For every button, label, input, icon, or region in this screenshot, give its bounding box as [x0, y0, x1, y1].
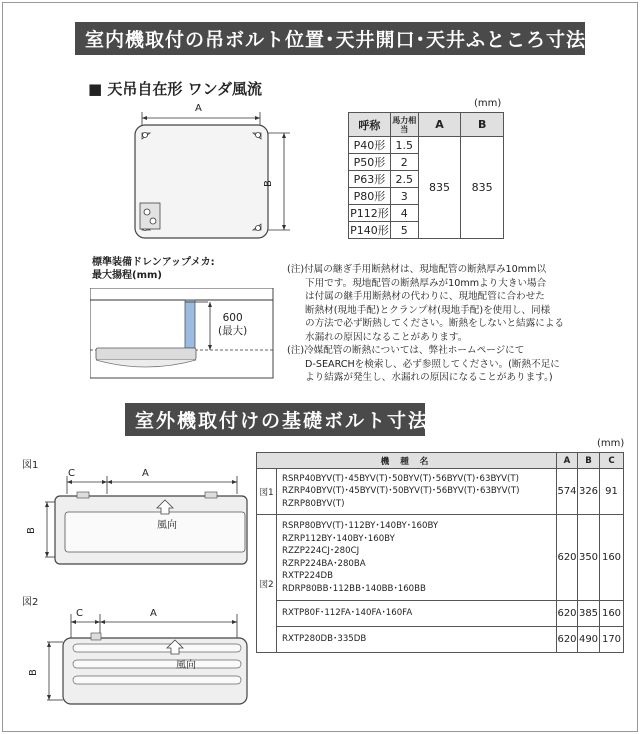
outdoor-banner: 室外機取付けの基礎ボルト寸法: [125, 403, 425, 436]
table-row-models: [277, 627, 557, 653]
indoor-dim-a-label: A: [195, 103, 202, 114]
drain-label: [92, 256, 215, 282]
indoor-unit-note: (mm): [474, 98, 502, 109]
note-line: 断熱材(現地手配)とクランプ材(現地手配)を使用し、同様: [305, 304, 551, 316]
model-line: RZZP224CJ･280CJ: [282, 546, 360, 556]
table-row-models: [277, 601, 557, 627]
note-line: (注)冷媒配管の断熱については、弊社ホームページにて: [287, 345, 525, 356]
fig2-drawing: [25, 600, 265, 712]
drain-label-line1: 標準装備ドレンアップメカ:: [92, 257, 215, 268]
table-row-name: P140形: [349, 222, 391, 239]
indoor-unit-side: [96, 348, 196, 360]
col-header-b: B: [461, 113, 504, 137]
note-line: (注)付属の継ぎ手用断熱材は、現地配管の断熱厚み10mm以: [287, 264, 547, 275]
section1-title: ■ 天吊自在形 ワンダ風流: [88, 80, 263, 98]
note-line: は付属の継手用断熱材の代わりに、現地配管に合わせた: [305, 291, 545, 302]
drain-height-number: 600: [222, 312, 243, 324]
table-row-name: P112形: [349, 205, 391, 222]
col-header-a: A: [557, 453, 578, 469]
col-header-model: 機 種 名: [257, 453, 557, 469]
fig2-dim-a-label: A: [150, 608, 157, 619]
col-header-a: A: [418, 113, 461, 137]
table-row-c: 160: [600, 515, 624, 601]
outdoor-unit-note: (mm): [597, 438, 625, 449]
col-header-name: 呼称: [349, 113, 391, 137]
col-header-b: B: [578, 453, 600, 469]
fig1-wind-label: 風向: [157, 520, 177, 531]
indoor-unit-top-view: [120, 100, 300, 250]
table-row-c: 160: [600, 601, 624, 627]
fig2-label: 図2: [22, 597, 39, 608]
table-row-name: P80形: [349, 188, 391, 205]
model-line: RSRP80BYV(T)･112BY･140BY･160BY: [282, 521, 439, 531]
table-row-b: 350: [578, 515, 600, 601]
table-row-b: 385: [578, 601, 600, 627]
model-line: RZRP40BYV(T)･45BYV(T)･50BYV(T)･56BYV(T)･63BYV(T): [282, 486, 520, 497]
model-line: RZRP80BYV(T): [282, 498, 345, 509]
col-header-hp: 馬力相当: [390, 113, 418, 137]
drain-label-line2: 最大揚程(mm): [92, 270, 162, 281]
indoor-dim-b-label: B: [262, 180, 274, 187]
drain-drawing: [90, 288, 275, 380]
indoor-banner: 室内機取付の吊ボルト位置･天井開口･天井ふところ寸法: [75, 22, 585, 55]
model-line: RZRP112BY･140BY･160BY: [282, 533, 395, 544]
table-row-hp: 3: [390, 188, 418, 205]
table-row-b: 326: [578, 469, 600, 515]
model-line: RDRP80BB･112BB･140BB･160BB: [282, 583, 426, 594]
fig2-dim-c-label: C: [76, 608, 83, 619]
drain-height-max: (最大): [218, 325, 248, 337]
model-line: RXTP80F･112FA･140FA･160FA: [282, 608, 413, 619]
table-row-hp: 1.5: [390, 137, 418, 154]
table-row-c: 91: [600, 469, 624, 515]
table-row-b: 490: [578, 627, 600, 653]
table-row-a: 620: [557, 627, 578, 653]
model-line: RXTP224DB: [282, 571, 334, 581]
note-line: D-SEARCHを検索し、必ず参照してください。(断熱不足に: [305, 358, 560, 370]
drain-pipe: [185, 300, 195, 348]
table-b-value: 835: [461, 137, 504, 239]
note-line: の方法で必ず断熱してください。断熱をしないと結露による: [305, 318, 565, 329]
table-row-models: [277, 469, 557, 515]
note-line: より結露が発生し、水漏れの原因になることがあります。): [305, 372, 553, 383]
outdoor-size-table: [256, 452, 624, 653]
table-row-fig: 図1: [257, 469, 277, 515]
table-row-hp: 4: [390, 205, 418, 222]
table-row-a: 620: [557, 601, 578, 627]
table-row-hp: 2: [390, 154, 418, 171]
note-line: 水漏れの原因になることがあります。: [305, 331, 468, 343]
fig1-dim-a-label: A: [142, 468, 149, 479]
table-row-hp: 5: [390, 222, 418, 239]
table-row-name: P50形: [349, 154, 391, 171]
note-line: 下用です。現地配管の断熱厚みが10mmより大きい場合: [305, 277, 547, 289]
model-line: RZRP224BA･280BA: [282, 558, 366, 569]
table-row-name: P63形: [349, 171, 391, 188]
fig2-wind-label: 風向: [176, 660, 196, 671]
fig1-dim-b-label: B: [25, 527, 37, 534]
drain-height-value: [218, 312, 247, 338]
col-header-c: C: [600, 453, 624, 469]
drain-box: [140, 203, 160, 229]
fig2-dim-b-label: B: [27, 669, 39, 676]
notes-block: [287, 263, 564, 385]
table-row-a: 620: [557, 515, 578, 601]
indoor-size-table: [348, 112, 504, 239]
table-row-a: 574: [557, 469, 578, 515]
table-row-name: P40形: [349, 137, 391, 154]
table-a-value: 835: [418, 137, 461, 239]
table-row-models: [277, 515, 557, 601]
model-line: RXTP280DB･335DB: [282, 634, 367, 645]
table-row-hp: 2.5: [390, 171, 418, 188]
model-line: RSRP40BYV(T)･45BYV(T)･50BYV(T)･56BYV(T)･63BYV(T): [282, 473, 519, 484]
table-row-fig: 図2: [257, 515, 277, 653]
fig1-label: 図1: [22, 460, 39, 471]
table-row-c: 170: [600, 627, 624, 653]
fig1-dim-c-label: C: [68, 468, 75, 479]
